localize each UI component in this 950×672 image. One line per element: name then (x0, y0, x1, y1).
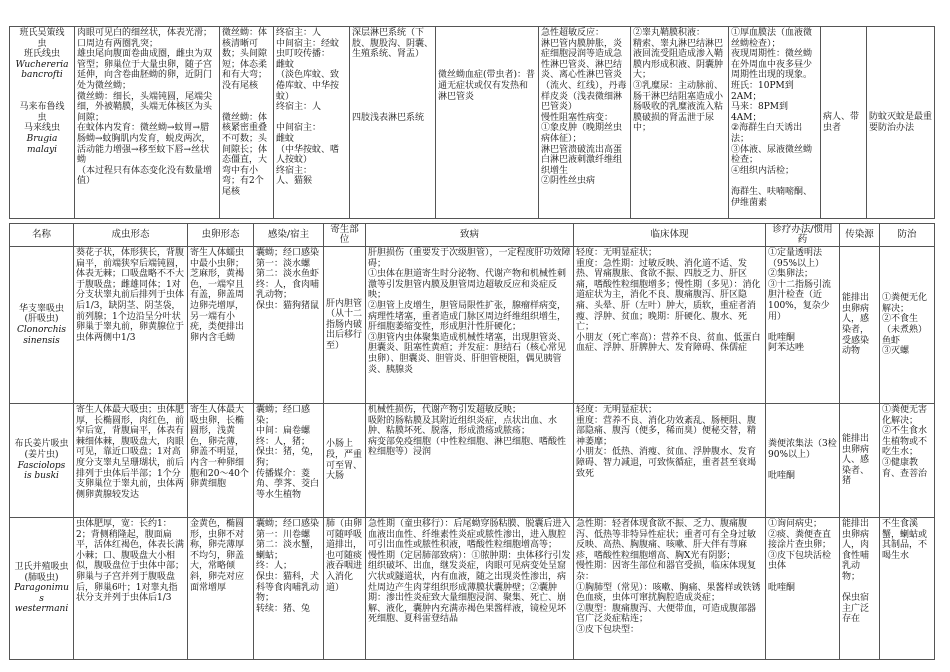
header-prevention: 防治 (880, 224, 935, 247)
filaria-pathogenesis: 微丝蚴血症(带虫者)：普通无症状或仅有发热和淋巴管炎 (436, 27, 539, 219)
row-source: 能排出虫卵病人，感染者，受感染动物 (840, 247, 880, 404)
row-prevention: 不生食溪蟹，蝲蛄或其制品，不喝生水 (880, 518, 935, 660)
bancroft-latin-1: Wuchereria (15, 59, 69, 70)
row-source: 能排出虫卵病人，肉食性哺乳动物； 保虫宿主广泛存在 (840, 518, 880, 660)
header-site: 寄生部位 (324, 224, 366, 247)
row-host: 囊蚴；经口感染 第一：川卷螺 第二：淡水蟹，蝲蛄； 终：人； 保虫：猫科，犬科等食肉哺乳动物； 转续：猪、兔 (254, 518, 324, 660)
filaria-clinical: 急性超敏反应： 淋巴管内膜肿胀，炎症细胞浸润等造成急性淋巴管炎、淋巴结炎、离心性淋巴管炎（流火、红线），丹毒样皮炎（浅表微细淋巴管炎） 慢性阻塞性病变： ①象皮肿（晚期丝虫病体征）； 淋巴管溃破流出高蛋白淋巴液刺激纤维组织增生 ②阴性丝虫病 (539, 27, 631, 219)
filaria-host: 终宿主：人 中间宿主：经蚊虫叮咬传播： 雌蚊 （淡色库蚊、致倦库蚊、中华按蚊） 终宿主：人 中间宿主： 雌蚊 （中华按蚊、嗜人按蚊） 终宿主： 人、猫猴 (274, 27, 350, 219)
row-morphology: 虫体肥厚，宽：长约1：2；背侧稍隆起，腹面扁平，活体红褐色，体表长满小棘；口、腹吸盘大小相似，腹吸盘位于虫体中部；卵巢与子宫并列于腹吸盘后，卵巢6叶；1对睾丸指状分支并列于虫体后1/3 (74, 518, 188, 660)
row-pathogenesis: 肝胆损伤（重要发于次级胆管），一定程度肝功效障碍； ①虫体在胆道寄生时分泌物、代谢产物和机械性刺激等引发胆管内膜及胆管周边超敏反应和炎症反映； ②胆管上皮增生，胆管局限性扩张，腺瘤样病变，病理性堵塞，重者造成门脉区周边纤维组织增生，肝细胞萎缩变性，形成胆汁性肝硬化； ③胆管内虫体聚集造成机械性堵塞，出现胆管炎、胆囊炎、阻塞性黄疸；并发症：胆结石（核心常见虫卵）、胆囊炎、胆管炎、肝胆管梗阻，偶见胰管炎、胰腺炎 (366, 247, 574, 404)
filaria-prevention: 防蚊灭蚊是最重要防治办法 (867, 27, 935, 219)
malayi-name-cn-1: 马来布鲁线 (19, 102, 65, 113)
table-row (10, 518, 935, 660)
header-source: 传染源 (840, 224, 880, 247)
header-clinical: 临床体现 (574, 224, 766, 247)
filaria-table (9, 26, 935, 219)
row-name-latin: Fasciolops is buski (17, 460, 66, 482)
row-name-cell (10, 247, 74, 404)
bancroft-name-cn-1: 班氏吴策线 (19, 28, 65, 38)
row-name-latin: Paragonimu s westermani (14, 583, 69, 615)
row-site: 肝内胆管（从十二指肠内破出后移行至） (324, 247, 366, 404)
header-host: 感染/宿主 (254, 224, 324, 247)
bancroft-latin-2: bancrofti (21, 70, 63, 81)
header-egg: 虫卵形态 (188, 224, 254, 247)
row-name-cell (10, 404, 74, 518)
row-name-cn: 布氏姜片吸虫 (姜片虫) (14, 439, 69, 460)
row-morphology: 葵花子状，体形狭长，背腹扁平，前端狭窄后端钝圆，体表无棘；口吸盘略不不大于腹吸盘；雌雄同体；1对分支状睾丸前后排列于虫体后1/3，缺阴茎、阴茎袋，前列腺；1个边沿呈分叶状卵巢于睾丸前，卵黄腺位于虫体两侧中1/3 (74, 247, 188, 404)
row-egg: 金黄色，椭圆形，虫卵不对称，卵壳薄厚不均匀，卵盖大，常略倾斜，卵壳对应面常增厚 (188, 518, 254, 660)
row-host: 囊蚴；经口感染； 中间：扁卷螺 终：人，猪； 保虫：猪，兔，狗； 传播媒介：菱角、荸荠、茭白等水生植物 (254, 404, 324, 518)
malayi-name-cn-2: 虫 (37, 112, 47, 123)
filaria-microfilaria: 微丝蚴：体核清晰可数；头间隙短；体态柔和有大弯；没有尾核 微丝蚴：体核紧密重叠不可数；头间隙长；体态僵直，大弯中有小弯；有2个尾核 (220, 27, 274, 219)
row-morphology: 寄生人体最大吸虫；虫体肥厚，长椭圆形，肉红色，前窄后宽，背腹扁平，体表有棘细体棘，腹吸盘大，肉眼可见，靠近口吸盘；1对高度分支睾丸呈珊瑚状，前后排列于虫体后半部；1个分支卵巢位于睾丸前，虫体两侧卵黄腺较发达 (74, 404, 188, 518)
filaria-clinical-2: ②睾丸鞘膜积液： 精索、睾丸淋巴结淋巴液回流受阻造成渗入鞘膜内形成积液、阴囊肿大； ③乳糜尿：主动脉前、肠干淋巴结阻塞造成小肠吸收的乳糜液流入粘膜破损的肾盂泄于尿中； (631, 27, 729, 219)
row-name-cell (10, 518, 74, 660)
row-egg: 寄生人体蠕虫中最小虫卵；芝麻形，黄褐色，一端窄且有盖，卵盖周边卵壳增厚，另一端有小疣，类便排出卵内含毛蚴 (188, 247, 254, 404)
row-diagnosis: 粪便浓集法（3检90%以上） 吡喹酮 (766, 404, 840, 518)
header-name: 名称 (10, 224, 74, 247)
row-prevention: ①粪便无害化解决； ②不生食水生植物或不吃生水； ③健康教育、查菩治 (880, 404, 935, 518)
row-diagnosis: ①定量透明法（95%以上） ②集卵法； ③十二指肠引流胆汁检查（近100%，复杂少用） 吡喹酮 阿苯达唑 (766, 247, 840, 404)
trematode-table (9, 223, 935, 660)
malayi-name-cn-3: 马来线虫 (23, 123, 60, 134)
row-name-latin: Clonorchis sinensis (16, 325, 67, 346)
header-morphology: 成虫形态 (74, 224, 188, 247)
row-diagnosis: ①询问病史； ②痰、粪便查直接涂片查虫卵； ③皮下包块活检虫体 吡喹酮 (766, 518, 840, 660)
bancroft-name-cn-2: 虫 (37, 38, 47, 49)
filaria-diagnosis: ①厚血膜法（血液微丝蚴检查）； 夜现周期性：微丝蚴在外周血中夜多昼少周期性出现的现象。 班氏：10PM到2AM； 马来：8PM到4AM； ②海群生白天诱出法； ③体液、尿液微丝蚴检查； ④组织内活检； 海群生、呋喃嘧酮、伊维菌素 (729, 27, 821, 219)
row-clinical: 轻度：无明显症状； 重度：急性期：过敏反映、消化道不适、发热、胃痛腹胀、食欲不振、四肢乏力、肝区痛，嗜酸性粒细胞增多；慢性期（多见）：消化道症状为主，消化不良、腹痛腹泻、肝区隐痛、头晕、肝（左叶）肿大，质软，重症者消瘦、浮肿、贫血；晚期：肝硬化、腹水、死亡； 小朋友（死亡率高）：营养不良、贫血、低蛋白血症、浮肿、肝脾肿大、发育障碍、侏儒症 (574, 247, 766, 404)
malayi-latin-1: Brugia (26, 133, 58, 144)
row-clinical: 轻度：无明显症状； 重度：营养不良、消化功效紊乱、肠梗阻、腹部隐痛、腹泻（便多，稀而臭）便秘交替，精神萎靡； 小朋友：低热、消瘦、贫血、浮肿腹水、发育障碍、智力减退，可致恢循症，重者甚至衰竭致死 (574, 404, 766, 518)
row-host: 囊蚴；经口感染 第一：淡水螺 第二：淡水鱼虾 终：人，食肉哺乳动物； 保虫：猫狗猪鼠 (254, 247, 324, 404)
header-pathogenesis: 致病 (366, 224, 574, 247)
malayi-latin-2: malayi (26, 144, 58, 155)
row-pathogenesis: 机械性损伤，代谢产物引发超敏反映； 吸附的肠粘膜及其附近组织炎症，点状出血、水肿、粘膜坏死、脱落，形成溃疡或脓疡； 病变部免疫细胞（中性粒细胞、淋巴细胞、嗜酸性粒细胞等）浸润 (366, 404, 574, 518)
row-pathogenesis: 急性期（童虫移行）：后尾蚴穿肠粘膜、脱囊后进入血液出血性、纤维素性炎症或脓性渗出，进入腹腔可引出血性或脓性积液，嗜酸性粒细胞增高等； 慢性期（定居肺部致病）：①脓肿期：虫体移行引发组织破坏、出血，继发炎症，肉眼可见病变处呈窟穴状或隧道状，内有血液，随之出现炎性渗出，病灶周边产生肉芽组织形成薄膜状囊肿壁；②囊肿期：渗出性炎症致大量细胞浸润、聚集、死亡、崩解、液化，囊肿内充满赤褐色果酱样液，镜检见坏死细胞、夏科雷登结晶 (366, 518, 574, 660)
row-prevention: ①粪便无化解决； ②不食生（未煮熟）鱼虾 ③灭螺 (880, 247, 935, 404)
row-name-cn: 卫氏并殖吸虫 (肺吸虫) (14, 562, 69, 583)
table-row (10, 247, 935, 404)
header-diagnosis: 诊疗办法/惯用药 (766, 224, 840, 247)
filaria-source: 病人、带虫者 (821, 27, 867, 219)
row-clinical: 急性期：轻者体现食欲不振、乏力、腹痛腹泻、低热等非特异性症状；重者可有全身过敏反映、高热、胸腹痛、咳嗽、肝大伴有荨麻疹，嗜酸性粒细胞增高、胸X光有阴影； 慢性期：因寄生部位和器官受损，临床体现复杂： ①胸肺型（常见）：咳嗽、胸痛、果酱样或铁锈色血痰，虫体可窜扰胸腔造成炎症； ②腹型：腹痛腹泻、大便带血，可造成腹部器官广泛炎症粘连； ③皮下包块型： (574, 518, 766, 660)
filaria-name-cell (10, 27, 75, 219)
row-site: 肺（由卵可随呼吸道排出，也可随痰液吞咽进入消化道） (324, 518, 366, 660)
row-name-cn: 华支睾吸虫 (肝吸虫) (18, 303, 64, 325)
filaria-site: 深层淋巴系统（下肢、腹股沟、阴囊、生殖系统、肾盂） 四肢浅表淋巴系统 (350, 27, 436, 219)
bancroft-name-cn-3: 班氏线虫 (23, 49, 60, 60)
table-row (10, 404, 935, 518)
row-site: 小肠上段，严重可至胃、大肠 (324, 404, 366, 518)
row-egg: 寄生人体最大吸虫卵，长椭圆形，浅黄色，卵壳薄，卵盖不明显，内含一种卵细胞和20～40个卵黄细胞 (188, 404, 254, 518)
filaria-morphology: 肉眼可见白的细丝状，体表光滑；口周边有两圈乳突； 雄虫尾向腹面卷曲成圈，雌虫为双管型；卵巢位于大量虫卵，随子宫延伸，向含卷曲胚蚴的卵，近阴门处为微丝蚴； 微丝蚴：细长，头端钝圆，尾端尖细，外被鞘膜，头端无体核区为头间隙； 在蚊体内发育：微丝蚴→蚊胃→腊肠蚴→蚊胸肌内发育，蜕皮两次，活动能力增强→移至蚊下唇→丝状蚴 （本过程只有体态变化没有数量增值） (75, 27, 220, 219)
row-source: 能排出虫卵病人、感染者、猪 (840, 404, 880, 518)
